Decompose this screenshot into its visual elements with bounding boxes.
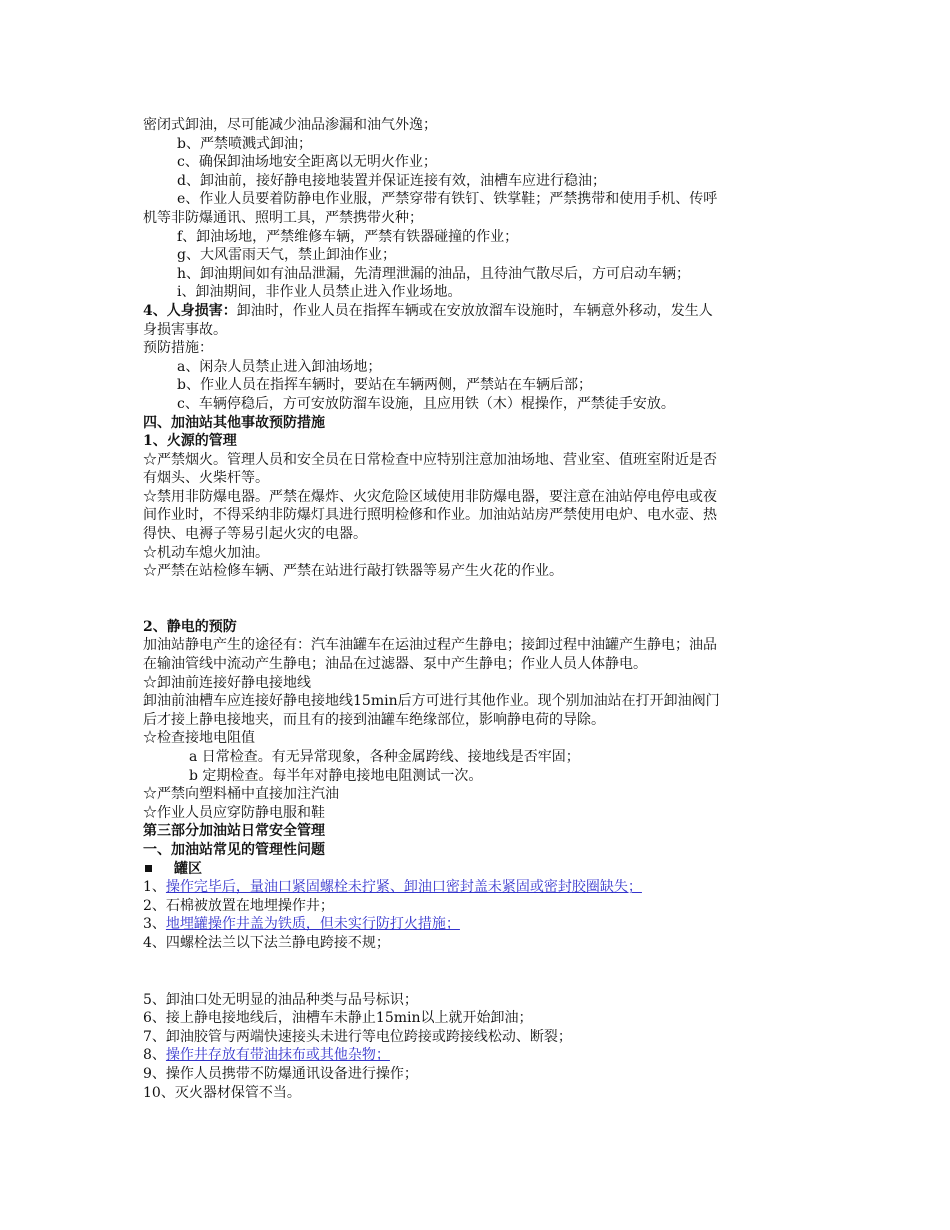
text-line: ☆机动车熄火加油。 [143, 544, 269, 561]
item-number: 1、 [143, 879, 166, 896]
bullet-heading-text: 罐区 [174, 860, 202, 877]
text-line: ☆严禁烟火。管理人员和安全员在日常检查中应特别注意加油场地、营业室、值班室附近是否 [143, 451, 717, 468]
list-item: 6、接上静电接地线后，油槽车未静止15min以上就开始卸油； [143, 1010, 533, 1027]
list-item: b、作业人员在指挥车辆时，要站在车辆两侧，严禁站在车辆后部； [177, 377, 592, 394]
document-page [143, 116, 815, 1102]
text-line: 有烟头、火柴杆等。 [143, 470, 269, 487]
list-item: h、卸油期间如有油品泄漏，先清理泄漏的油品，且待油气散尽后，方可启动车辆； [177, 265, 691, 282]
list-item: 2、石棉被放置在地埋操作井； [143, 897, 334, 914]
list-item: b、严禁喷溅式卸油； [177, 135, 312, 152]
part-title: 第三部分加油站日常安全管理 [143, 823, 325, 840]
item-number: 3、 [143, 916, 166, 933]
text-line: 机等非防爆通讯、照明工具，严禁携带火种； [143, 209, 423, 226]
subsection-title: 2、静电的预防 [143, 618, 237, 635]
square-bullet-icon [145, 865, 152, 872]
text-line: 间作业时，不得采纳非防爆灯具进行照明检修和作业。加油站站房严禁使用电炉、电水壶、热 [143, 507, 717, 524]
text-line [143, 302, 815, 321]
list-item [143, 915, 815, 934]
item-number: 8、 [143, 1047, 166, 1064]
text-line: 得快、电褥子等易引起火灾的电器。 [143, 526, 367, 543]
text-line: 后才接上静电接地夹，而且有的接到油罐车绝缘部位，影响静电荷的导除。 [143, 711, 605, 728]
issue-link-1[interactable]: 操作完毕后，量油口紧固螺栓未拧紧、卸油口密封盖未紧固或密封胶圈缺失； [165, 879, 642, 896]
section-heading: 4、人身损害： [143, 302, 237, 319]
text-line: 卸油前油槽车应连接好静电接地线15min后方可进行其他作业。现个别加油站在打开卸油阀门 [143, 693, 720, 710]
list-item: g、大风雷雨天气，禁止卸油作业； [177, 247, 396, 264]
list-item: a 日常检查。有无异常现象，各种金属跨线、接地线是否牢固； [189, 749, 580, 765]
section-title: 四、加油站其他事故预防措施 [143, 414, 325, 431]
list-item: d、卸油前，接好静电接地装置并保证连接有效，油槽车应进行稳油； [177, 172, 606, 189]
spacer [143, 581, 815, 618]
issue-link-3[interactable]: 地埋罐操作井盖为铁质，但未实行防打火措施； [165, 916, 460, 933]
text-line: ☆严禁向塑料桶中直接加注汽油 [143, 786, 339, 803]
list-item: c、确保卸油场地安全距离以无明火作业； [177, 154, 437, 171]
list-item [143, 1046, 815, 1065]
list-item: a、闲杂人员禁止进入卸油场地； [177, 358, 382, 375]
subsection-title: 1、火源的管理 [143, 433, 237, 450]
text-line: ☆卸油前连接好静电接地线 [143, 674, 311, 691]
list-item [143, 878, 815, 897]
text-line: 身损害事故。 [143, 321, 227, 338]
text-line: 密闭式卸油，尽可能减少油品渗漏和油气外逸； [143, 117, 437, 133]
text-line: 预防措施： [143, 340, 213, 357]
text-line: ☆作业人员应穿防静电服和鞋 [143, 804, 325, 821]
text-line: ☆严禁在站检修车辆、严禁在站进行敲打铁器等易产生火花的作业。 [143, 563, 563, 580]
text-line: 加油站静电产生的途径有：汽车油罐车在运油过程产生静电；接卸过程中油罐产生静电；油品 [143, 637, 717, 654]
list-item: c、车辆停稳后，方可安放防溜车设施，且应用铁（木）棍操作，严禁徒手安放。 [177, 395, 675, 412]
list-item: b 定期检查。每半年对静电接地电阻测试一次。 [189, 767, 483, 784]
text-line: 在输油管线中流动产生静电；油品在过滤器、泵中产生静电；作业人员人体静电。 [143, 656, 647, 673]
list-item: i、卸油期间，非作业人员禁止进入作业场地。 [177, 284, 462, 301]
issue-link-8[interactable]: 操作井存放有带油抹布或其他杂物； [165, 1047, 390, 1064]
list-item: 9、操作人员携带不防爆通讯设备进行操作； [143, 1065, 418, 1082]
text-line: ☆检查接地电阻值 [143, 730, 255, 747]
list-item: 7、卸油胶管与两端快速接头未进行等电位跨接或跨接线松动、断裂； [143, 1028, 572, 1045]
paragraph-text: 卸油时，作业人员在指挥车辆或在安放放溜车设施时，车辆意外移动，发生人 [236, 302, 713, 319]
spacer [143, 953, 815, 991]
text-line: ☆禁用非防爆电器。严禁在爆炸、火灾危险区域使用非防爆电器，要注意在油站停电停电或夜 [143, 488, 717, 505]
list-item: e、作业人员要着防静电作业服，严禁穿带有铁钉、铁掌鞋；严禁携带和使用手机、传呼 [177, 191, 718, 208]
list-item: 4、四螺栓法兰以下法兰静电跨接不规； [143, 934, 390, 951]
bullet-heading [143, 860, 815, 879]
list-item: f、卸油场地，严禁维修车辆，严禁有铁器碰撞的作业； [177, 228, 519, 245]
list-item: 10、灭火器材保管不当。 [143, 1084, 301, 1101]
list-item: 5、卸油口处无明显的油品种类与品号标识； [143, 991, 418, 1008]
section-title: 一、加油站常见的管理性问题 [143, 841, 325, 858]
